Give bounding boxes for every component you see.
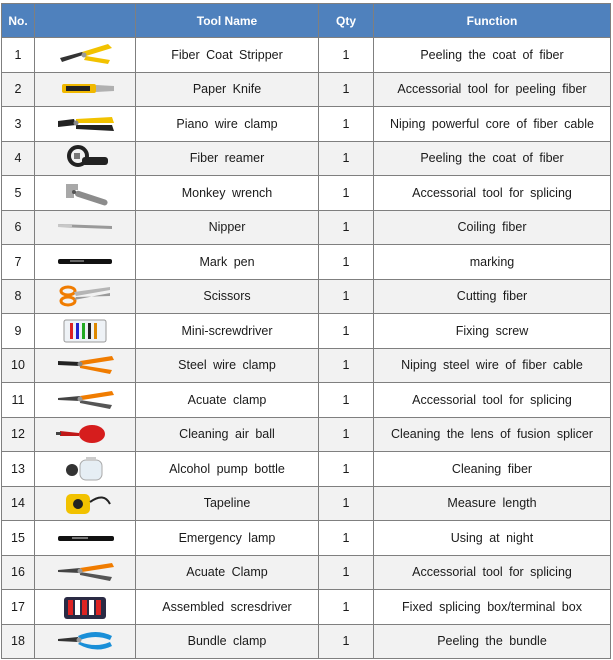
tool-qty: 1 xyxy=(319,348,374,383)
table-header-row xyxy=(2,4,611,38)
nipper-icon xyxy=(52,212,118,242)
row-number: 12 xyxy=(2,417,35,452)
row-number: 3 xyxy=(2,107,35,142)
mini-screwdriver-icon xyxy=(52,316,118,346)
tool-function: Accessorial tool for peeling fiber xyxy=(374,72,611,107)
table-row xyxy=(2,107,611,142)
mark-pen-icon xyxy=(52,247,118,277)
piano-wire-clamp-icon xyxy=(52,109,118,139)
table-row xyxy=(2,176,611,211)
table-row xyxy=(2,38,611,73)
paper-knife-icon xyxy=(52,74,118,104)
row-number: 8 xyxy=(2,279,35,314)
tool-qty: 1 xyxy=(319,210,374,245)
row-number: 9 xyxy=(2,314,35,349)
fiber-stripper-icon xyxy=(52,40,118,70)
table-row xyxy=(2,452,611,487)
tool-qty: 1 xyxy=(319,245,374,280)
header-function: Function xyxy=(374,4,611,38)
row-number: 18 xyxy=(2,624,35,659)
table-row xyxy=(2,72,611,107)
tool-name: Acuate Clamp xyxy=(136,555,319,590)
tool-picture xyxy=(35,210,136,245)
table-row xyxy=(2,521,611,556)
table-row xyxy=(2,624,611,659)
tool-name: Fiber reamer xyxy=(136,141,319,176)
tool-function: Niping steel wire of fiber cable xyxy=(374,348,611,383)
tool-qty: 1 xyxy=(319,141,374,176)
steel-wire-clamp-icon xyxy=(52,350,118,380)
tool-name: Piano wire clamp xyxy=(136,107,319,142)
row-number: 13 xyxy=(2,452,35,487)
tool-qty: 1 xyxy=(319,176,374,211)
tool-name: Steel wire clamp xyxy=(136,348,319,383)
tool-picture xyxy=(35,141,136,176)
row-number: 16 xyxy=(2,555,35,590)
row-number: 11 xyxy=(2,383,35,418)
tool-name: Acuate clamp xyxy=(136,383,319,418)
tool-function: Peeling the coat of fiber xyxy=(374,141,611,176)
tool-qty: 1 xyxy=(319,279,374,314)
table-row xyxy=(2,141,611,176)
tool-name: Nipper xyxy=(136,210,319,245)
table-row xyxy=(2,348,611,383)
tool-qty: 1 xyxy=(319,521,374,556)
tool-function: Coiling fiber xyxy=(374,210,611,245)
tool-qty: 1 xyxy=(319,417,374,452)
alcohol-bottle-icon xyxy=(52,454,118,484)
tool-qty: 1 xyxy=(319,38,374,73)
row-number: 6 xyxy=(2,210,35,245)
tool-name: Mini-screwdriver xyxy=(136,314,319,349)
tool-function: Cleaning fiber xyxy=(374,452,611,487)
fiber-reamer-icon xyxy=(52,143,118,173)
scissors-icon xyxy=(52,281,118,311)
tool-picture xyxy=(35,452,136,487)
tool-picture xyxy=(35,245,136,280)
row-number: 5 xyxy=(2,176,35,211)
tool-function: Accessorial tool for splicing xyxy=(374,176,611,211)
table-row xyxy=(2,417,611,452)
tool-function: Peeling the bundle xyxy=(374,624,611,659)
tool-qty: 1 xyxy=(319,383,374,418)
tool-name: Scissors xyxy=(136,279,319,314)
row-number: 4 xyxy=(2,141,35,176)
tool-picture xyxy=(35,624,136,659)
tool-qty: 1 xyxy=(319,624,374,659)
tool-table xyxy=(1,3,611,659)
tool-qty: 1 xyxy=(319,555,374,590)
tool-function: Niping powerful core of fiber cable xyxy=(374,107,611,142)
header-qty: Qty xyxy=(319,4,374,38)
cleaning-air-ball-icon xyxy=(52,419,118,449)
tool-function: Fixing screw xyxy=(374,314,611,349)
acuate-clamp-icon xyxy=(52,557,118,587)
tool-name: Alcohol pump bottle xyxy=(136,452,319,487)
table-row xyxy=(2,210,611,245)
tool-function: marking xyxy=(374,245,611,280)
header-tool-name: Tool Name xyxy=(136,4,319,38)
tool-picture xyxy=(35,107,136,142)
row-number: 2 xyxy=(2,72,35,107)
monkey-wrench-icon xyxy=(52,178,118,208)
table-row xyxy=(2,314,611,349)
table-row xyxy=(2,383,611,418)
row-number: 10 xyxy=(2,348,35,383)
tool-function: Measure length xyxy=(374,486,611,521)
table-row xyxy=(2,245,611,280)
row-number: 15 xyxy=(2,521,35,556)
row-number: 1 xyxy=(2,38,35,73)
tool-picture xyxy=(35,314,136,349)
tool-function: Cleaning the lens of fusion splicer xyxy=(374,417,611,452)
tool-name: Fiber Coat Stripper xyxy=(136,38,319,73)
tool-qty: 1 xyxy=(319,107,374,142)
tool-qty: 1 xyxy=(319,590,374,625)
tool-qty: 1 xyxy=(319,486,374,521)
row-number: 7 xyxy=(2,245,35,280)
tool-picture xyxy=(35,417,136,452)
tool-name: Tapeline xyxy=(136,486,319,521)
acuate-clamp-icon xyxy=(52,385,118,415)
screwdriver-set-icon xyxy=(52,592,118,622)
tool-picture xyxy=(35,72,136,107)
tool-function: Fixed splicing box/terminal box xyxy=(374,590,611,625)
tool-picture xyxy=(35,555,136,590)
tool-picture xyxy=(35,383,136,418)
table-row xyxy=(2,590,611,625)
tool-picture xyxy=(35,590,136,625)
header-picture xyxy=(35,4,136,38)
tool-function: Peeling the coat of fiber xyxy=(374,38,611,73)
table-row xyxy=(2,555,611,590)
tool-qty: 1 xyxy=(319,452,374,487)
table-row xyxy=(2,486,611,521)
tool-function: Cutting fiber xyxy=(374,279,611,314)
row-number: 17 xyxy=(2,590,35,625)
tool-qty: 1 xyxy=(319,72,374,107)
header-no: No. xyxy=(2,4,35,38)
tool-picture xyxy=(35,348,136,383)
bundle-clamp-icon xyxy=(52,626,118,656)
tool-function: Accessorial tool for splicing xyxy=(374,555,611,590)
tool-picture xyxy=(35,176,136,211)
tool-name: Monkey wrench xyxy=(136,176,319,211)
row-number: 14 xyxy=(2,486,35,521)
tool-name: Cleaning air ball xyxy=(136,417,319,452)
tool-function: Accessorial tool for splicing xyxy=(374,383,611,418)
tool-picture xyxy=(35,38,136,73)
tool-picture xyxy=(35,521,136,556)
tool-name: Assembled scresdriver xyxy=(136,590,319,625)
tool-name: Emergency lamp xyxy=(136,521,319,556)
tool-qty: 1 xyxy=(319,314,374,349)
table-row xyxy=(2,279,611,314)
tapeline-icon xyxy=(52,488,118,518)
tool-name: Paper Knife xyxy=(136,72,319,107)
tool-name: Mark pen xyxy=(136,245,319,280)
tool-function: Using at night xyxy=(374,521,611,556)
tool-name: Bundle clamp xyxy=(136,624,319,659)
emergency-lamp-icon xyxy=(52,523,118,553)
tool-picture xyxy=(35,279,136,314)
tool-picture xyxy=(35,486,136,521)
